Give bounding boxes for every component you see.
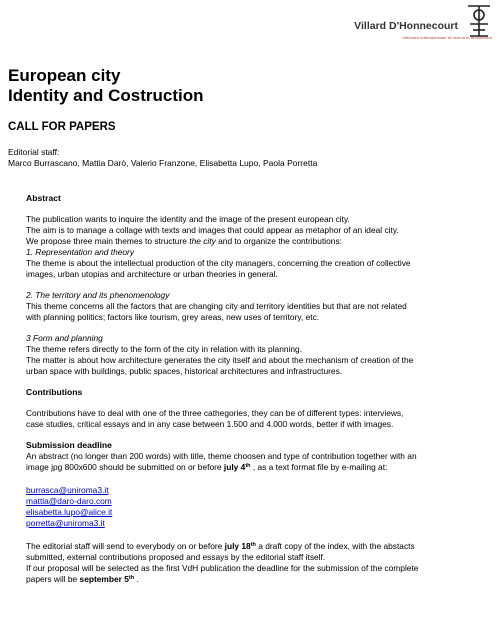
theme-2-title: 2. The territory and its phenomenology — [26, 290, 170, 300]
page-title — [8, 66, 204, 106]
draft-date: july 18 — [224, 541, 251, 551]
theme-2-text: with planning politics; factors like tourism, grey areas, new uses of territory, etc. — [26, 312, 320, 322]
text-span: We propose three main themes to structure — [26, 236, 190, 246]
text-span: . — [134, 574, 139, 584]
abstract-line — [26, 236, 496, 247]
brand-logo — [340, 4, 498, 50]
text-span: and to organize the contributions: — [215, 236, 342, 246]
body-content — [26, 193, 496, 585]
text-span: a draft copy of the index, with the abstacts — [255, 541, 415, 551]
deadline-heading: Submission deadline — [26, 440, 112, 450]
abstract-line: The aim is to manage a collage with texts and images that could appear as metaphor of an ideal city. — [26, 225, 399, 235]
email-link-burrasca[interactable]: burrasca@uniroma3.it — [26, 485, 109, 495]
title-line-2: Identity and Costruction — [8, 86, 204, 105]
date-suffix: th — [245, 463, 251, 469]
theme-3-text: The matter is about how architecture generates the city itself and about the mechanism of creation of the — [26, 355, 414, 365]
contributions-heading: Contributions — [26, 387, 83, 397]
call-for-papers-heading: CALL FOR PAPERS — [8, 121, 116, 133]
email-link-porretta[interactable]: porretta@uniroma3.it — [26, 518, 105, 528]
theme-3-title: 3 Form and planning — [26, 333, 103, 343]
closing-text: submitted, external contributions proposed and essays by the editorial staff itself. — [26, 552, 326, 562]
staff-names: Marco Burrascano, Mattia Darò, Valerio Franzone, Elisabetta Lupo, Paola Porretta — [8, 158, 318, 168]
theme-3-text: urban space with buildings, public spaces, historical architectures and infrastructures. — [26, 366, 343, 376]
theme-3-text: The theme refers directly to the form of the city in relation with its planning. — [26, 344, 303, 354]
deadline-date: july 4 — [223, 462, 246, 472]
date-suffix: th — [250, 542, 256, 548]
theme-2-text: This theme concerns all the factors that are changing city and territory identities but that are not related — [26, 301, 407, 311]
email-link-mattia[interactable]: mattia@daro-daro.com — [26, 496, 112, 506]
editorial-staff — [8, 147, 317, 169]
contributions-text: case studies, critical essays and in any case between 1.500 and 4.000 words, better if with images. — [26, 419, 394, 429]
theme-1-text: The theme is about the intellectual production of the city managers, concerning the creation of collective — [26, 258, 411, 268]
contributions-text: Contributions have to deal with one of the three cathegories, they can be of different types: interviews, — [26, 408, 404, 418]
emphasis-text: the city — [189, 236, 216, 246]
closing-text — [26, 541, 496, 552]
date-suffix: th — [128, 575, 135, 581]
deadline-text — [26, 462, 496, 473]
abstract-line: The publication wants to inquire the identity and the image of the present european city. — [26, 214, 350, 224]
staff-label: Editorial staff: — [8, 147, 60, 157]
deadline-text: An abstract (no longer than 200 words) with title, theme choosen and type of contribution together with an — [26, 451, 417, 461]
closing-text: If our proposal will be selected as the first VdH publication the deadline for the submission of the complete — [26, 563, 419, 573]
text-span: image jpg 800x600 should be submitted on or before — [26, 462, 224, 472]
final-date: september 5 — [79, 574, 129, 584]
closing-text — [26, 574, 496, 585]
brand-name: Villard D'Honnecourt — [354, 20, 458, 32]
theme-1-title: 1. Representation and theory — [26, 247, 135, 257]
theme-1-text: images, urban utopias and architecture or urban theories in general. — [26, 269, 278, 279]
text-span: papers will be — [26, 574, 80, 584]
title-line-1: European city — [8, 66, 121, 85]
brand-subtitle: dottorato internazionale di ricerca in architettura — [402, 35, 492, 40]
text-span: , as a text format file by e-mailing at: — [250, 462, 388, 472]
email-link-lupo[interactable]: elisabetta.lupo@alice.it — [26, 507, 113, 517]
abstract-heading: Abstract — [26, 193, 61, 203]
vdh-logo-icon — [464, 4, 494, 38]
text-span: The editorial staff will send to everybody on or before — [26, 541, 225, 551]
